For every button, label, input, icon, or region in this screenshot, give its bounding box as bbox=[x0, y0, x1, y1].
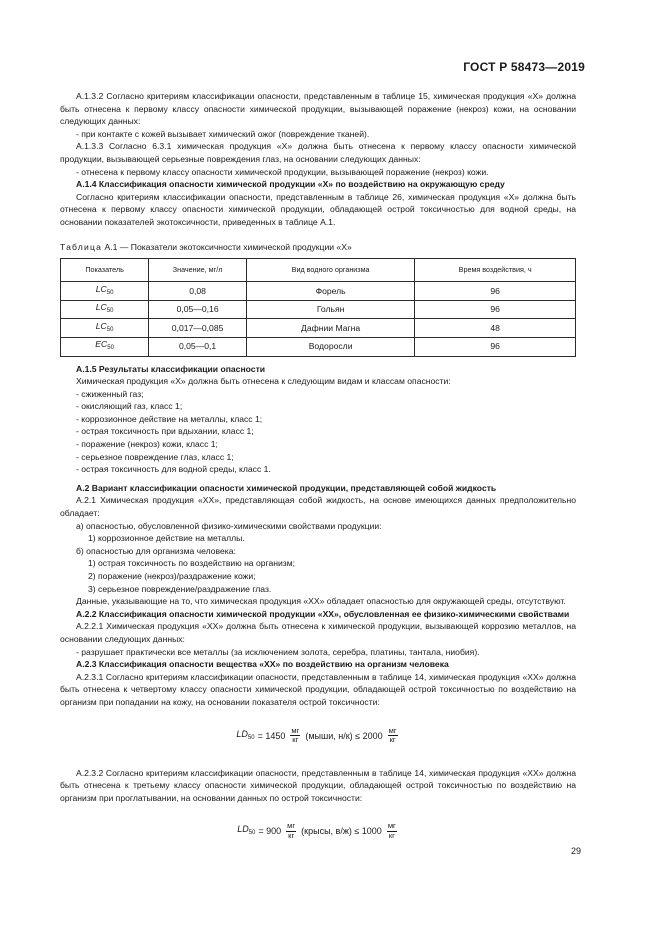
time-cell: 96 bbox=[415, 337, 576, 356]
column-header: Значение, мг/л bbox=[149, 259, 247, 282]
list-item: - острая токсичность для водной среды, класс 1. bbox=[76, 464, 271, 475]
indicator-cell: $LC_{50}$ bbox=[61, 319, 149, 338]
organism-cell: Водоросли bbox=[246, 337, 414, 356]
table-header-row bbox=[61, 259, 576, 282]
value-cell: 0,05—0,16 bbox=[149, 300, 247, 319]
table-caption-prefix: Таблица bbox=[60, 241, 103, 252]
column-header: Показатель bbox=[61, 259, 149, 282]
list-item: 2) поражение (некроз)/раздражение кожи; bbox=[88, 571, 256, 581]
organism-cell: Форель bbox=[246, 282, 414, 301]
table-row bbox=[61, 319, 576, 338]
ecotoxicity-table bbox=[60, 258, 576, 356]
unit-fraction: $\frac{мг}{кг}$ bbox=[387, 821, 396, 840]
paragraph-a21: А.2.1 Химическая продукция «XX», представляющая собой жидкость, на основе имеющихся данных предположительно обладает: bbox=[60, 495, 576, 519]
paragraph-a231: А.2.3.1 Согласно критериям классификации опасности, представленным в таблице 14, химическая продукция «XX» должна быть отнесена к четвертому классу опасности химической продукции, обладающей острой токсичностью по воздействию на организм при попадании на кожу, на основании показателя острой токсичности: bbox=[60, 671, 576, 707]
list-item: а) опасностью, обусловленной физико-химическими свойствами продукции: bbox=[76, 520, 382, 531]
time-cell: 96 bbox=[415, 282, 576, 301]
organism-cell: Гольян bbox=[246, 300, 414, 319]
table-caption-text: А.1 — Показатели экотоксичности химической продукции «X» bbox=[102, 241, 352, 252]
section-title-a23: А.2.3 Классификация опасности вещества «XX» по воздействию на организм человека bbox=[76, 659, 449, 670]
list-item: б) опасностью для организма человека: bbox=[76, 545, 236, 556]
time-cell: 48 bbox=[415, 319, 576, 338]
value-cell: 0,08 bbox=[149, 282, 247, 301]
indicator-cell: $LC_{50}$ bbox=[61, 300, 149, 319]
formula-ld50-oral: $LD_{50}$ = 900 $\frac{мг}{кг}$ (крысы, в/ж) ≤ 1000 $\frac{мг}{кг}$ bbox=[237, 821, 396, 840]
page-number: 29 bbox=[570, 846, 581, 856]
formula-ld50-skin: $LD_{50}$ = 1450 $\frac{мг}{кг}$ (мыши, н/к) ≤ 2000 $\frac{мг}{кг}$ bbox=[236, 725, 397, 745]
paragraph-a221: А.2.2.1 Химическая продукция «XX» должна быть отнесена к химической продукции, вызывающей коррозию металлов, на основании следующих данных: bbox=[60, 621, 576, 644]
document-body bbox=[60, 90, 576, 862]
column-header: Вид водного организма bbox=[246, 259, 414, 282]
paragraph-a132: А.1.3.2 Согласно критериям классификации опасности, представленным в таблице 15, химическая продукция «X» должна быть отнесена к первому классу опасности химической продукции, вызывающей поражение (некроз) кожи, на основании следующих данных: bbox=[60, 91, 576, 127]
list-item: - коррозионное действие на металлы, класс 1; bbox=[76, 413, 263, 424]
value-cell: 0,017—0,085 bbox=[149, 319, 247, 338]
list-item: - сжиженный газ; bbox=[76, 388, 144, 399]
section-title-a14: А.1.4 Классификация опасности химической продукции «X» по воздействию на окружающую среду bbox=[76, 179, 505, 190]
list-item: 1) коррозионное действие на металлы. bbox=[88, 533, 245, 544]
list-item: - при контакте с кожей вызывает химический ожог (повреждение тканей). bbox=[76, 128, 370, 139]
indicator-cell: $EC_{50}$ bbox=[61, 337, 149, 356]
section-title-a2: А.2 Вариант классификации опасности химической продукции, представляющей собой жидкость bbox=[76, 482, 497, 493]
list-item: - разрушает практически все металлы (за исключением золота, серебра, платины, тантала, ниобия). bbox=[76, 646, 480, 657]
table-row bbox=[61, 337, 576, 356]
section-title-a15: А.1.5 Результаты классификации опасности bbox=[76, 363, 266, 374]
paragraph-a15: Химическая продукция «X» должна быть отнесена к следующим видам и классам опасности: bbox=[76, 376, 451, 387]
unit-fraction: $\frac{мг}{кг}$ bbox=[388, 725, 397, 745]
list-item: 1) острая токсичность по воздействию на организм; bbox=[88, 558, 296, 569]
list-item: - серьезное повреждение глаз, класс 1; bbox=[76, 451, 234, 462]
paragraph-a133: А.1.3.3 Согласно 6.3.1 химическая продукция «X» должна быть отнесена к первому классу опасности химической продукции, вызывающей серьезные повреждения глаз, на основании следующих данных: bbox=[60, 141, 576, 164]
table-row bbox=[61, 282, 576, 301]
unit-fraction: $\frac{мг}{кг}$ bbox=[291, 725, 300, 745]
organism-cell: Дафнии Магна bbox=[246, 319, 414, 338]
list-item: - острая токсичность при вдыхании, класс 1; bbox=[76, 426, 254, 437]
paragraph-a14: Согласно критериям классификации опасности, представленным в таблице 26, химическая продукция «X» должна быть отнесена к первому классу опасности химической продукции, обладающей острой токсичностью для водной среды, на основании показателей экотоксичности, приведенных в таблице А.1. bbox=[60, 191, 576, 227]
value-cell: 0,05—0,1 bbox=[149, 337, 247, 356]
standard-header: ГОСТ Р 58473—2019 bbox=[463, 60, 585, 74]
paragraph-a21-env: Данные, указывающие на то, что химическая продукция «XX» обладает опасностью для окружающей среды, отсутствуют. bbox=[76, 596, 566, 607]
section-title-a22: А.2.2 Классификация опасности химической продукции «XX», обусловленная ее физико-химическими свойствами bbox=[76, 608, 570, 619]
paragraph-a232: А.2.3.2 Согласно критериям классификации опасности, представленным в таблице 14, химическая продукция «XX» должна быть отнесена к третьему классу опасности химической продукции, обладающей острой токсичностью по воздействию на организм при проглатывании, на основании данных по острой токсичности: bbox=[60, 767, 576, 803]
list-item: - поражение (некроз) кожи, класс 1; bbox=[76, 439, 218, 450]
table-row bbox=[61, 300, 576, 319]
list-item: - окисляющий газ, класс 1; bbox=[76, 401, 183, 412]
list-item: 3) серьезное повреждение/раздражение глаз. bbox=[88, 583, 272, 594]
list-item: - отнесена к первому классу опасности химической продукции, вызывающей поражение (некроз) кожи. bbox=[76, 166, 489, 177]
unit-fraction: $\frac{мг}{кг}$ bbox=[287, 821, 296, 840]
column-header: Время воздействия, ч bbox=[415, 259, 576, 282]
time-cell: 96 bbox=[415, 300, 576, 319]
table-caption bbox=[60, 241, 576, 254]
indicator-cell: $LC_{50}$ bbox=[61, 282, 149, 301]
